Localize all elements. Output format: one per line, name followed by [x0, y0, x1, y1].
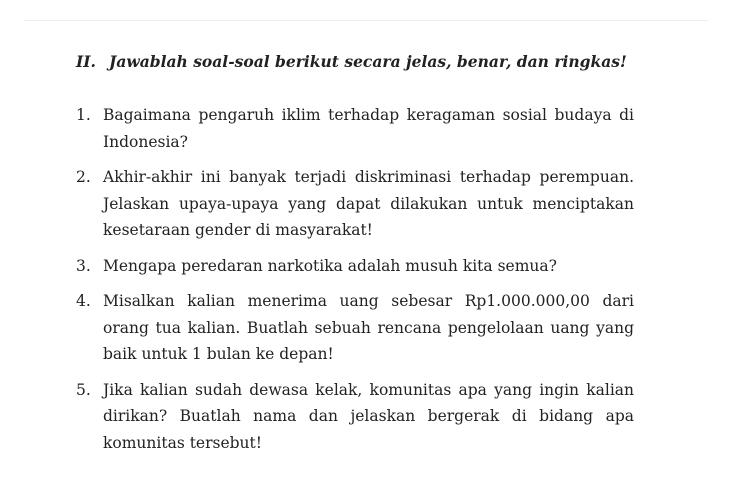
- question-number: 1.: [76, 106, 91, 124]
- question-text: Mengapa peredaran narkotika adalah musuh kita semua?: [103, 256, 557, 275]
- question-number: 2.: [76, 168, 91, 186]
- question-text: Akhir-akhir ini banyak terjadi diskriminasi terhadap perempuan. Jelaskan upaya-upaya yang dapat dilakukan untuk menciptakan kesetaraan gender di masyarakat!: [103, 168, 634, 239]
- question-item: [76, 288, 634, 368]
- question-item: [76, 164, 634, 244]
- top-divider: [24, 20, 708, 21]
- question-text: Misalkan kalian menerima uang sebesar Rp1.000.000,00 dari orang tua kalian. Buatlah sebuah rencana pengelolaan uang yang baik untuk 1 bulan ke depan!: [103, 292, 634, 363]
- question-item: [76, 102, 634, 155]
- section-numeral: II.: [76, 52, 96, 71]
- question-text: Bagaimana pengaruh iklim terhadap keragaman sosial budaya di Indonesia?: [103, 106, 634, 151]
- question-number: 5.: [76, 380, 91, 399]
- section-instruction: Jawablah soal-soal berikut secara jelas, benar, dan ringkas!: [109, 52, 627, 71]
- question-number: 4.: [76, 292, 91, 310]
- question-text: Jika kalian sudah dewasa kelak, komunitas apa yang ingin kalian dirikan? Buatlah nama dan jelaskan bergerak di bidang apa komunitas tersebut!: [103, 380, 634, 452]
- question-number: 3.: [76, 256, 91, 275]
- question-list: [76, 102, 634, 465]
- question-item: [76, 253, 634, 280]
- section-heading: [76, 52, 627, 71]
- question-item: [76, 377, 634, 457]
